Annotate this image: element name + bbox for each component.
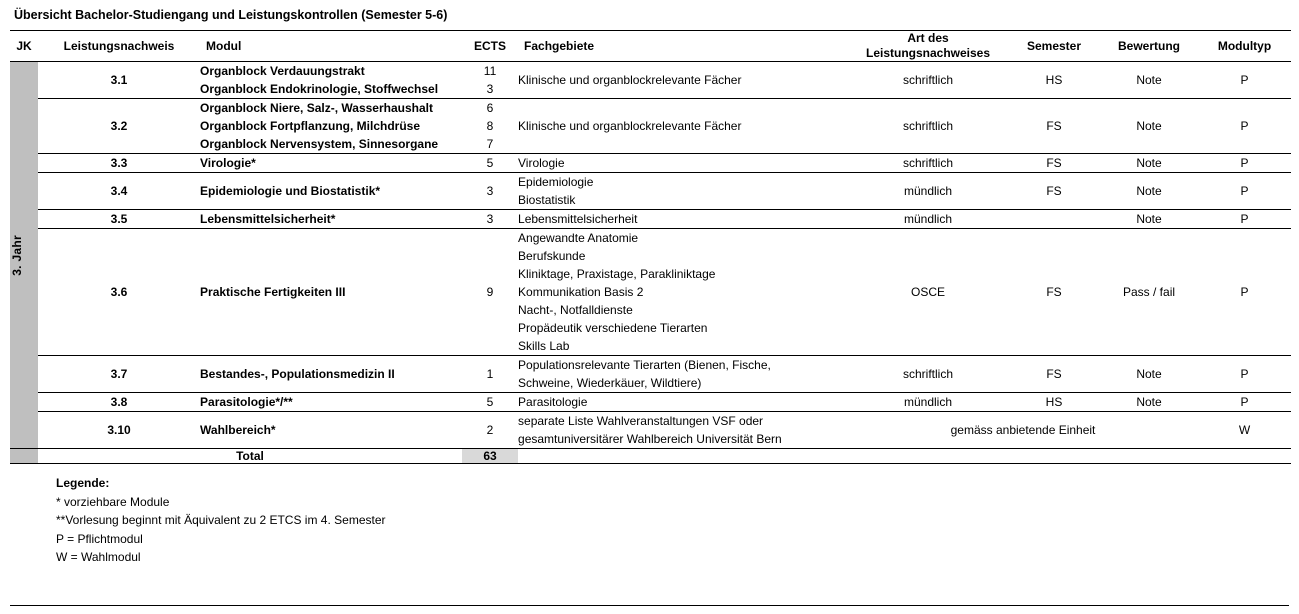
fach-line: Kliniktage, Praxistage, Parakliniktage	[518, 267, 716, 281]
total-spacer-modultyp	[1198, 449, 1291, 464]
curriculum-table	[10, 30, 1291, 464]
fach-line: gesamtuniversitärer Wahlbereich Universität Bern	[518, 432, 782, 446]
fach-line: Lebensmittelsicherheit	[518, 212, 638, 226]
row-bewertung: Note	[1136, 395, 1162, 409]
fach-line: Propädeutik verschiedene Tierarten	[518, 321, 708, 335]
module-line: Organblock Fortpflanzung, Milchdrüse	[200, 119, 421, 133]
table-body	[10, 62, 1291, 464]
ects-line: 8	[486, 119, 494, 133]
row-modules	[200, 154, 462, 173]
row-modules	[200, 173, 462, 210]
row-modules	[200, 412, 462, 449]
row-ects	[462, 99, 518, 154]
row-ects	[462, 62, 518, 99]
legend-title: Legende:	[56, 476, 110, 490]
ects-line: 1	[486, 367, 494, 381]
header-semester: Semester	[1026, 38, 1082, 53]
header-ects: ECTS	[474, 38, 507, 53]
row-ects	[462, 356, 518, 393]
year-label-cell-total	[10, 449, 38, 464]
fach-line: separate Liste Wahlveranstaltungen VSF oder	[518, 414, 764, 428]
row-modules	[200, 210, 462, 229]
module-line: Organblock Verdauungstrakt	[200, 64, 365, 78]
header-art-line1: Art des	[907, 31, 949, 45]
fach-line: Epidemiologie	[518, 175, 594, 189]
row-art-merged: gemäss anbietende Einheit	[950, 423, 1096, 437]
header-modultyp: Modultyp	[1217, 38, 1272, 53]
row-ects	[462, 229, 518, 356]
fach-line: Biostatistik	[518, 193, 576, 207]
total-spacer-art	[848, 449, 1008, 464]
row-semester: FS	[1046, 285, 1062, 299]
fach-line: Klinische und organblockrelevante Fächer	[518, 73, 742, 87]
fach-line: Berufskunde	[518, 249, 586, 263]
fach-line: Virologie	[518, 156, 565, 170]
row-ects	[462, 173, 518, 210]
row-modultyp: P	[1240, 119, 1249, 133]
row-bewertung: Note	[1136, 212, 1162, 226]
ects-line: 11	[483, 64, 497, 78]
total-spacer-bewertung	[1100, 449, 1198, 464]
total-spacer-fach	[518, 449, 848, 464]
total-row	[10, 449, 1291, 464]
row-semester	[1008, 210, 1100, 229]
header-bewertung: Bewertung	[1118, 38, 1181, 53]
row-art: schriftlich	[903, 119, 954, 133]
fach-line: Kommunikation Basis 2	[518, 285, 644, 299]
row-modultyp: W	[1238, 423, 1251, 437]
table-row	[10, 412, 1291, 449]
row-ects	[462, 412, 518, 449]
row-fachgebiete	[518, 229, 848, 356]
ects-line: 6	[486, 101, 494, 115]
ects-line: 3	[486, 82, 494, 96]
row-number: 3.7	[110, 367, 128, 381]
fach-line: Klinische und organblockrelevante Fächer	[518, 119, 742, 133]
row-ects	[462, 210, 518, 229]
table-row	[10, 356, 1291, 393]
header-fachgebiete: Fachgebiete	[524, 38, 595, 53]
fach-line: Populationsrelevante Tierarten (Bienen, Fische,	[518, 358, 771, 372]
table-header	[10, 31, 1291, 62]
ects-line: 2	[486, 423, 494, 437]
fach-line: Angewandte Anatomie	[518, 231, 639, 245]
module-line: Epidemiologie und Biostatistik*	[200, 184, 381, 198]
row-bewertung: Note	[1136, 73, 1162, 87]
table-row	[10, 210, 1291, 229]
row-fachgebiete	[518, 210, 848, 229]
row-modultyp: P	[1240, 73, 1249, 87]
row-ects	[462, 154, 518, 173]
header-art-des-leistungsnachweises	[848, 31, 1008, 62]
row-number: 3.4	[110, 184, 128, 198]
footer-rule	[10, 605, 1289, 606]
row-semester: FS	[1046, 367, 1062, 381]
row-art: OSCE	[911, 285, 946, 299]
header-leistungsnachweis: Leistungsnachweis	[63, 38, 175, 53]
row-art: mündlich	[904, 184, 953, 198]
ects-line: 3	[486, 212, 494, 226]
module-line: Organblock Niere, Salz-, Wasserhaushalt	[200, 101, 433, 115]
row-fachgebiete	[518, 173, 848, 210]
row-art: schriftlich	[903, 156, 954, 170]
table-row	[10, 229, 1291, 356]
header-art-line2: Leistungsnachweises	[865, 46, 991, 60]
table-row	[10, 154, 1291, 173]
legend-line: **Vorlesung beginnt mit Äquivalent zu 2 ETCS im 4. Semester	[56, 513, 386, 528]
ects-line: 5	[486, 395, 494, 409]
row-modultyp: P	[1240, 212, 1249, 226]
legend-line: W = Wahlmodul	[56, 550, 141, 565]
row-modultyp: P	[1240, 184, 1249, 198]
page-title: Übersicht Bachelor-Studiengang und Leistungskontrollen (Semester 5-6)	[14, 8, 448, 22]
table-row	[10, 62, 1291, 99]
legend-line: * vorziehbare Module	[56, 494, 170, 509]
row-ects	[462, 393, 518, 412]
row-fachgebiete	[518, 356, 848, 393]
row-number: 3.10	[107, 423, 131, 437]
fach-line: Schweine, Wiederkäuer, Wildtiere)	[518, 376, 702, 390]
row-modultyp: P	[1240, 367, 1249, 381]
legend	[56, 474, 1289, 567]
row-semester: FS	[1046, 119, 1062, 133]
row-number: 3.8	[110, 395, 128, 409]
header-jk: JK	[16, 38, 32, 53]
row-semester: FS	[1046, 184, 1062, 198]
row-fachgebiete	[518, 154, 848, 173]
row-art: mündlich	[904, 212, 953, 226]
fach-line: Nacht-, Notfalldienste	[518, 303, 633, 317]
row-modultyp: P	[1240, 285, 1249, 299]
row-fachgebiete	[518, 393, 848, 412]
total-spacer-semester	[1008, 449, 1100, 464]
row-art: mündlich	[904, 395, 953, 409]
row-number: 3.2	[110, 119, 128, 133]
row-number: 3.3	[110, 156, 128, 170]
ects-line: 5	[486, 156, 494, 170]
row-bewertung: Note	[1136, 184, 1162, 198]
module-line: Lebensmittelsicherheit*	[200, 212, 336, 226]
module-line: Praktische Fertigkeiten III	[200, 285, 346, 299]
year-label-cell	[10, 62, 38, 449]
row-bewertung: Pass / fail	[1123, 285, 1176, 299]
row-fachgebiete	[518, 412, 848, 449]
total-ects: 63	[462, 449, 518, 464]
row-bewertung: Note	[1136, 119, 1162, 133]
module-line: Organblock Endokrinologie, Stoffwechsel	[200, 82, 439, 96]
ects-line: 7	[486, 137, 494, 151]
row-semester: HS	[1045, 395, 1063, 409]
row-bewertung: Note	[1136, 156, 1162, 170]
module-line: Bestandes-, Populationsmedizin II	[200, 367, 395, 381]
fach-line: Parasitologie	[518, 395, 588, 409]
row-modules	[200, 229, 462, 356]
row-number: 3.5	[110, 212, 128, 226]
row-fachgebiete	[518, 99, 848, 154]
table-row	[10, 393, 1291, 412]
total-label: Total	[236, 449, 264, 463]
row-modules	[200, 62, 462, 99]
table-row	[10, 173, 1291, 210]
header-modul: Modul	[206, 38, 242, 53]
table-row	[10, 99, 1291, 154]
module-line: Virologie*	[200, 156, 256, 170]
row-art: schriftlich	[903, 73, 954, 87]
fach-line: Skills Lab	[518, 339, 570, 353]
ects-line: 9	[486, 285, 494, 299]
year-label: 3. Jahr	[10, 234, 24, 276]
row-modultyp: P	[1240, 395, 1249, 409]
row-semester: HS	[1045, 73, 1063, 87]
row-art: schriftlich	[903, 367, 954, 381]
row-modules	[200, 99, 462, 154]
module-line: Organblock Nervensystem, Sinnesorgane	[200, 137, 439, 151]
row-number: 3.6	[110, 285, 128, 299]
module-line: Wahlbereich*	[200, 423, 276, 437]
ects-line: 3	[486, 184, 494, 198]
row-bewertung: Note	[1136, 367, 1162, 381]
module-line: Parasitologie*/**	[200, 395, 293, 409]
legend-line: P = Pflichtmodul	[56, 531, 143, 546]
row-fachgebiete	[518, 62, 848, 99]
row-modules	[200, 393, 462, 412]
row-modultyp: P	[1240, 156, 1249, 170]
row-semester: FS	[1046, 156, 1062, 170]
row-number: 3.1	[110, 73, 128, 87]
row-modules	[200, 356, 462, 393]
